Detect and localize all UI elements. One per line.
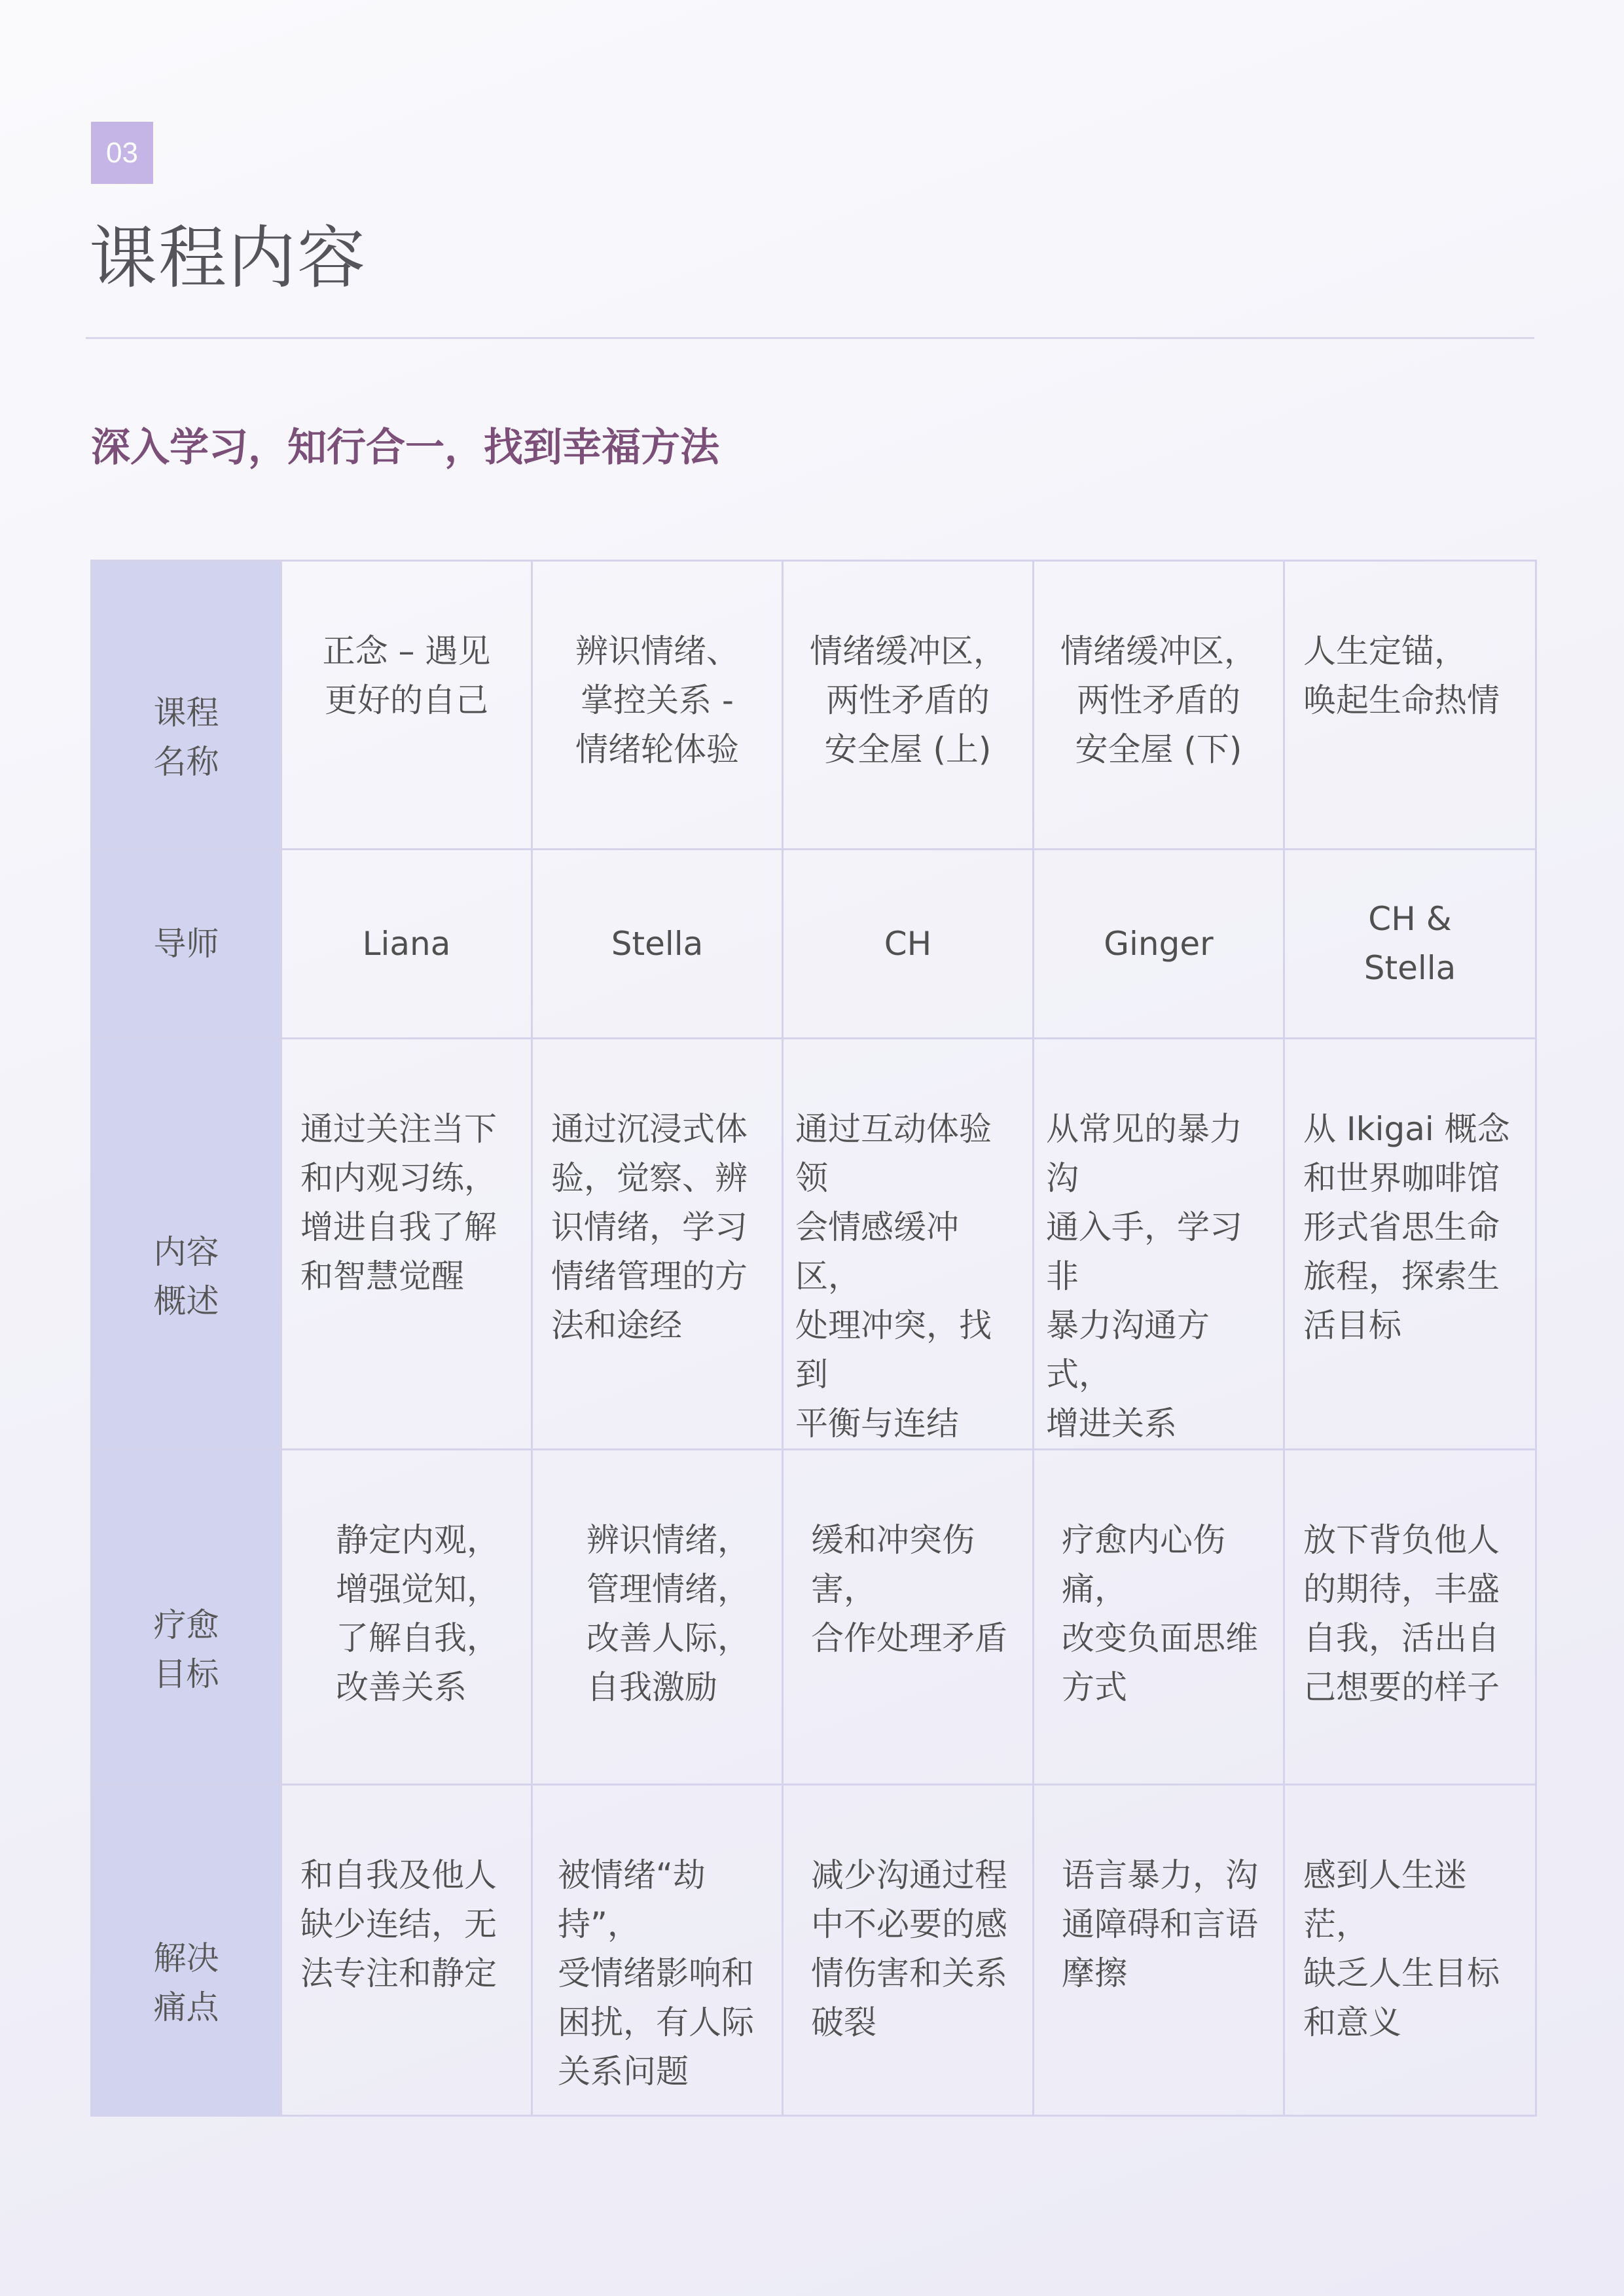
row-header-mentor: 导师 [92,850,281,1039]
table-cell: 通过关注当下 和内观习练， 增进自我了解 和智慧觉醒 [281,1039,532,1450]
page-title: 课程内容 [89,218,367,298]
table-cell: 人生定锚， 唤起生命热情 [1284,561,1536,850]
table-row-healing-goal [92,1450,1536,1785]
table-cell: 放下背负他人 的期待，丰盛 自我，活出自 己想要的样子 [1284,1450,1536,1785]
section-number-badge: 03 [91,122,153,184]
table-cell: CH [783,850,1034,1039]
table-cell: 减少沟通过程 中不必要的感 情伤害和关系 破裂 [783,1785,1034,2116]
table-cell: 被情绪“劫持”， 受情绪影响和 困扰，有人际 关系问题 [532,1785,783,2116]
table-cell: 情绪缓冲区， 两性矛盾的 安全屋 (上) [783,561,1034,850]
table-cell: 静定内观， 增强觉知， 了解自我， 改善关系 [281,1450,532,1785]
row-header-overview: 内容 概述 [92,1039,281,1450]
row-header-pain-points: 解决 痛点 [92,1785,281,2116]
table-cell: 情绪缓冲区， 两性矛盾的 安全屋 (下) [1034,561,1284,850]
table-row-mentor [92,850,1536,1039]
table-cell: Stella [532,850,783,1039]
table-cell: 感到人生迷茫， 缺乏人生目标 和意义 [1284,1785,1536,2116]
table-cell: 正念 – 遇见 更好的自己 [281,561,532,850]
row-header-healing-goal: 疗愈 目标 [92,1450,281,1785]
course-table [90,560,1537,2117]
table-cell: 通过互动体验领 会情感缓冲区， 处理冲突，找到 平衡与连结 [783,1039,1034,1450]
table-row-pain-points [92,1785,1536,2116]
table-cell: CH & Stella [1284,850,1536,1039]
row-header-course-name: 课程 名称 [92,561,281,850]
table-row-overview [92,1039,1536,1450]
table-row-course-name [92,561,1536,850]
table-cell: 疗愈内心伤痛， 改变负面思维 方式 [1034,1450,1284,1785]
table-cell: 辨识情绪、 掌控关系 - 情绪轮体验 [532,561,783,850]
table-cell: 语言暴力，沟 通障碍和言语 摩擦 [1034,1785,1284,2116]
table-cell: 通过沉浸式体 验，觉察、辨 识情绪，学习 情绪管理的方 法和途经 [532,1039,783,1450]
section-subtitle: 深入学习，知行合一，找到幸福方法 [91,425,719,471]
table-cell: 辨识情绪， 管理情绪， 改善人际， 自我激励 [532,1450,783,1785]
table-cell: 从 Ikigai 概念 和世界咖啡馆 形式省思生命 旅程，探索生 活目标 [1284,1039,1536,1450]
table-cell: 从常见的暴力沟 通入手，学习非 暴力沟通方式， 增进关系 [1034,1039,1284,1450]
table-cell: 和自我及他人 缺少连结，无 法专注和静定 [281,1785,532,2116]
table-cell: Liana [281,850,532,1039]
title-divider [86,337,1534,339]
table-cell: 缓和冲突伤害， 合作处理矛盾 [783,1450,1034,1785]
table-cell: Ginger [1034,850,1284,1039]
